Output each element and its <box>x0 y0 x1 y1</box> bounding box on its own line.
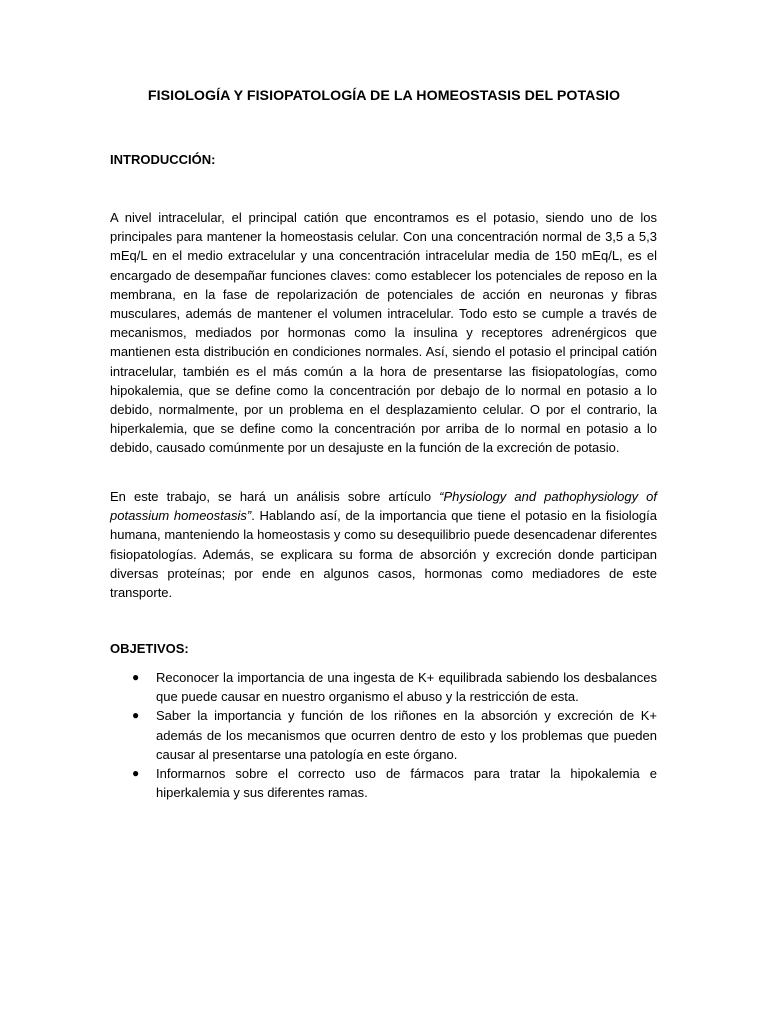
objectives-list <box>110 668 657 802</box>
objective-text: Informarnos sobre el correcto uso de fármacos para tratar la hipokalemia e hiperkalemia y sus diferentes ramas. <box>156 766 657 801</box>
article-title-quote: “Physiology and pathophysiology of potassium homeostasis” <box>110 489 657 524</box>
objective-text: Saber la importancia y función de los riñones en la absorción y excreción de K+ además de los mecanismos que ocurren dentro de esto y los problemas que pueden causar al presentarse una patología en este órgano. <box>156 708 657 762</box>
intro-heading: INTRODUCCIÓN: <box>110 152 216 167</box>
objective-text: Reconocer la importancia de una ingesta de K+ equilibrada sabiendo los desbalances que puede causar en nuestro organismo el abuso y la restricción de esta. <box>156 670 657 705</box>
second-paragraph <box>110 487 657 602</box>
intro-paragraph: A nivel intracelular, el principal catión que encontramos es el potasio, siendo uno de los principales para mantener la homeostasis celular. Con una concentración normal de 3,5 a 5,3 mEq/L en el medio extracelular y una concentración intracelular media de 150 mEq/L, es el encargado de desempañar funciones claves: como establecer los potenciales de reposo en la membrana, en la fase de repolarización de potenciales de acción en neuronas y fibras musculares, además de mantener el volumen intracelular. Todo esto se cumple a través de mecanismos, mediados por hormonas como la insulina y receptores adrenérgicos que mantienen esta distribución en condiciones normales. Así, siendo el potasio el principal catión intracelular, también es el más común a la hora de presentarse las fisiopatologías, como hipokalemia, que se define como la concentración por debajo de lo normal en potasio a lo debido, normalmente, por un problema en el desplazamiento celular. O por el contrario, la hiperkalemia, que se define como la concentración por arriba de lo normal en potasio a lo debido, causado comúnmente por un desajuste en la función de la excreción de potasio. <box>110 210 657 456</box>
bullet-icon: ● <box>132 670 140 684</box>
second-paragraph-after: . Hablando así, de la importancia que tiene el potasio en la fisiología humana, manteniendo la homeostasis y como su desequilibrio puede desencadenar diferentes fisiopatologías. Además, se explicara su forma de absorción y excreción donde participan diversas proteínas; por ende en algunos casos, hormonas como mediadores de este transporte. <box>110 508 657 601</box>
objectives-heading: OBJETIVOS: <box>110 641 189 656</box>
objective-item <box>110 706 657 764</box>
bullet-icon: ● <box>132 766 140 781</box>
bullet-icon: ● <box>132 708 140 723</box>
document-title: FISIOLOGÍA Y FISIOPATOLOGÍA DE LA HOMEOSTASIS DEL POTASIO <box>147 88 621 104</box>
objective-item <box>110 668 657 706</box>
second-paragraph-before: En este trabajo, se hará un análisis sobre artículo <box>110 489 440 504</box>
objective-item <box>110 764 657 802</box>
